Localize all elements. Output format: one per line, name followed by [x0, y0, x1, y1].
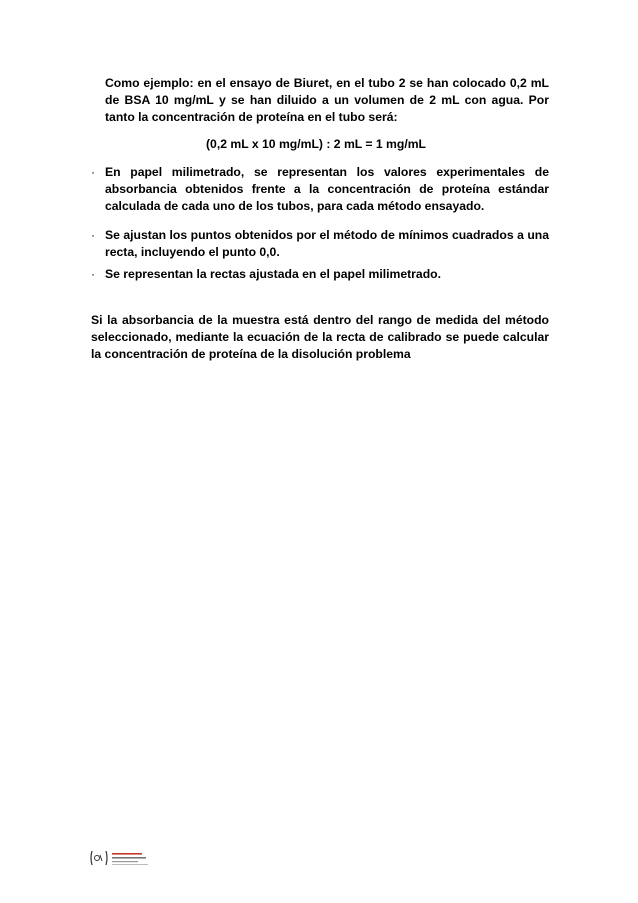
formula-line: (0,2 mL x 10 mg/mL) : 2 mL = 1 mg/mL — [206, 137, 427, 151]
bullet-item — [91, 266, 549, 283]
institution-logo-icon — [90, 849, 108, 867]
bullet-text: En papel milimetrado, se representan los valores experimentales de absorbancia obtenidos frente a la concentración de proteína estándar calculada de cada uno de los tubos, para cada método ensayado. — [105, 165, 549, 213]
bullet-marker: · — [91, 165, 96, 179]
logo-text-lines-icon — [112, 852, 150, 866]
bullet-text: Se ajustan los puntos obtenidos por el método de mínimos cuadrados a una recta, incluyendo el punto 0,0. — [105, 228, 549, 259]
conclusion-paragraph: Si la absorbancia de la muestra está dentro del rango de medida del método seleccionado, mediante la ecuación de la recta de calibrado se puede calcular la concentración de proteína de la disolución problema — [91, 313, 549, 361]
footer-logo — [90, 849, 150, 869]
bullet-marker: · — [91, 228, 96, 242]
bullet-item — [91, 227, 549, 261]
bullet-marker: · — [91, 267, 96, 281]
bullet-item — [91, 164, 549, 215]
bullet-text: Se representan la rectas ajustada en el papel milimetrado. — [105, 267, 441, 281]
example-paragraph: Como ejemplo: en el ensayo de Biuret, en el tubo 2 se han colocado 0,2 mL de BSA 10 mg/mL y se han diluido a un volumen de 2 mL con agua. Por tanto la concentración de proteína en el tubo será: — [105, 76, 549, 124]
